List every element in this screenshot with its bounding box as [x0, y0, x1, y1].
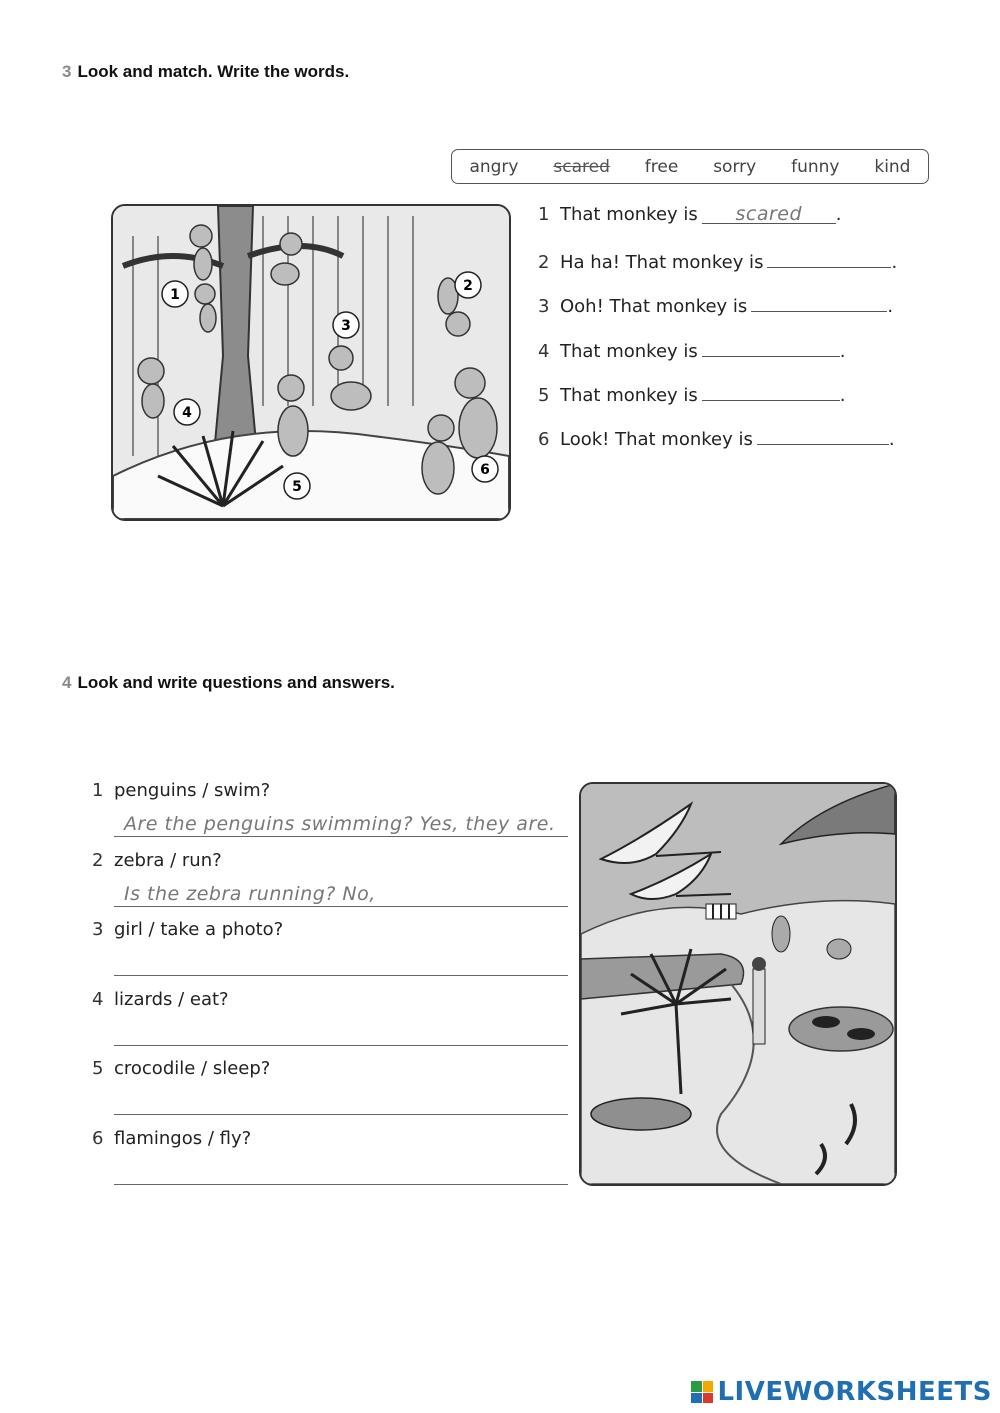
exercise-3-instruction: Look and match. Write the words.	[77, 62, 350, 81]
answer-blank-3[interactable]	[751, 291, 887, 312]
exercise-4-instruction: Look and write questions and answers.	[77, 673, 395, 692]
answer-line-1[interactable]: Are the penguins swimming? Yes, they are.	[114, 813, 568, 837]
liveworksheets-logo	[691, 1377, 992, 1407]
question-prompt-1: 1 penguins / swim?	[92, 780, 271, 801]
answer-line-5[interactable]	[114, 1091, 568, 1115]
answer-line-4[interactable]	[114, 1022, 568, 1046]
picture-label-2: 2	[463, 278, 473, 294]
word-bank-item: sorry	[713, 156, 757, 177]
question-prompt-6: 6 flamingos / fly?	[92, 1128, 252, 1149]
picture-label-3: 3	[341, 318, 351, 334]
zoo-scene	[581, 784, 895, 1184]
sentence-4: 4 That monkey is .	[538, 336, 846, 362]
logo-icon	[691, 1381, 713, 1403]
picture-label-6: 6	[480, 462, 490, 478]
sentence-1: 1 That monkey is scared .	[538, 203, 842, 225]
answer-blank-5[interactable]	[702, 380, 840, 401]
word-bank-item: free	[644, 156, 679, 177]
answer-line-6[interactable]	[114, 1161, 568, 1185]
word-bank	[451, 149, 929, 184]
answer-blank-1[interactable]: scared	[702, 203, 836, 224]
picture-label-5: 5	[292, 479, 302, 495]
jungle-scene	[113, 206, 509, 519]
question-prompt-2: 2 zebra / run?	[92, 850, 222, 871]
sentence-6: 6 Look! That monkey is .	[538, 424, 895, 450]
word-bank-item: angry	[469, 156, 519, 177]
sentence-2: 2 Ha ha! That monkey is .	[538, 247, 897, 273]
word-bank-item: kind	[874, 156, 911, 177]
answer-blank-6[interactable]	[757, 424, 889, 445]
sentence-3: 3 Ooh! That monkey is .	[538, 291, 893, 317]
exercise-3-title: 3 Look and match. Write the words.	[62, 62, 350, 81]
answer-blank-4[interactable]	[702, 336, 840, 357]
answer-line-2[interactable]: Is the zebra running? No,	[114, 883, 568, 907]
sentence-5: 5 That monkey is .	[538, 380, 846, 406]
word-bank-item-crossed: scared	[553, 156, 610, 177]
question-prompt-5: 5 crocodile / sleep?	[92, 1058, 271, 1079]
answer-line-3[interactable]	[114, 952, 568, 976]
picture-label-1: 1	[170, 287, 180, 303]
exercise-4-title: 4 Look and write questions and answers.	[62, 673, 395, 692]
brand-name: LIVEWORKSHEETS	[717, 1377, 992, 1407]
zoo-animals-illustration	[579, 782, 897, 1186]
question-prompt-3: 3 girl / take a photo?	[92, 919, 284, 940]
jungle-monkeys-illustration	[111, 204, 511, 521]
picture-label-4: 4	[182, 405, 192, 421]
answer-blank-2[interactable]	[767, 247, 891, 268]
word-bank-item: funny	[791, 156, 840, 177]
question-prompt-4: 4 lizards / eat?	[92, 989, 229, 1010]
